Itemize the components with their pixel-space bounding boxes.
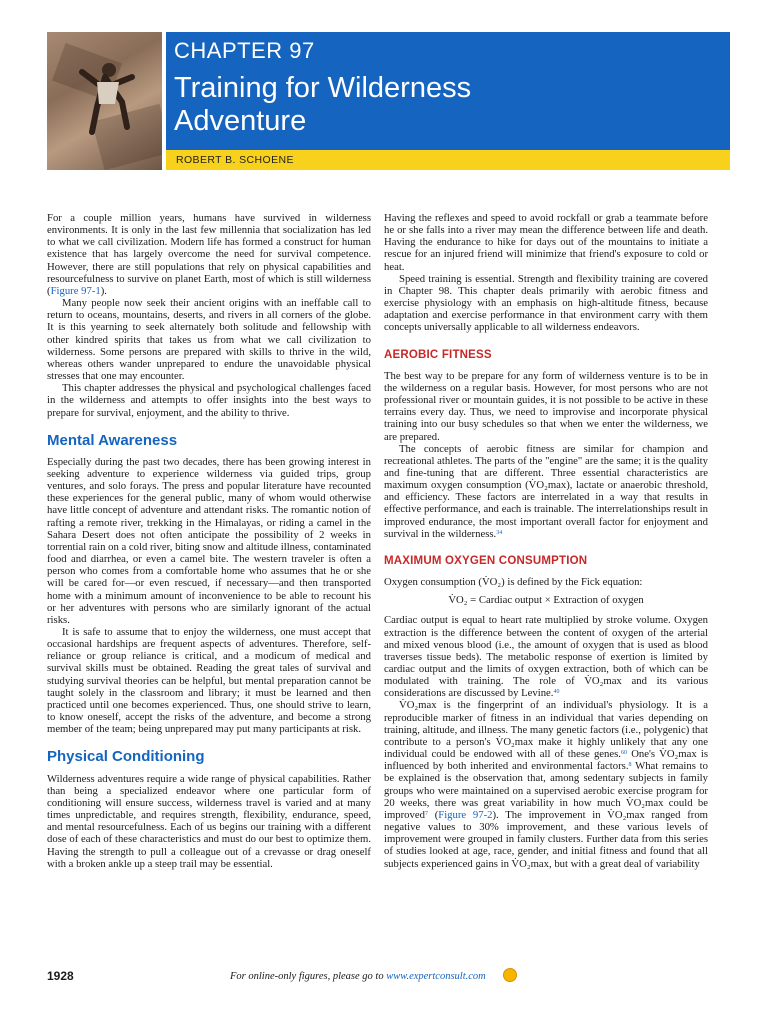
reference-marker[interactable]: 60: [620, 750, 627, 757]
paragraph: Wilderness adventures require a wide range of physical capabilities. Rather than being a specialized endeavor where one particular form of conditioning will ensure success, wilderness travel is varied and at many times unpredictable, and requires strength, flexibility, endurance, speed, and mental resourcefulness. Each of us begins our training with a different dose of each of these characteristics and must do our best to optimize them. Having the strength to pull a colleague out of a crevasse or drag oneself with a broken ankle up a steep trail may be essential.: [47, 772, 371, 870]
paragraph: Speed training is essential. Strength and flexibility training are covered in Chapter 98. This chapter deals primarily with aerobic fitness and exercise physiology with an emphasis on high-altitude fitness, because adaptation and exercise performance in that environment carry with them concepts universally applicable to all wilderness endeavors.: [384, 272, 708, 334]
online-figures-note: For online-only figures, please go to www.expertconsult.com: [230, 971, 486, 982]
chapter-title-line1: Training for Wilderness: [174, 72, 472, 104]
paragraph: Oxygen consumption (V̇O₂) is defined by the Fick equation:: [384, 576, 643, 589]
expert-consult-logo-icon: [503, 968, 517, 982]
chapter-photo-climber: [47, 32, 162, 170]
paragraph: Having the reflexes and speed to avoid rockfall or grab a teammate before he or she falls into a river may mean the difference between life and death. Having the endurance to hike for days out of the mountains to initiate a rescue for an injured friend will minimize that friend's exposure to cold or heat.: [384, 212, 708, 273]
author-name: ROBERT B. SCHOENE: [176, 154, 294, 166]
paragraph: Especially during the past two decades, there has been growing interest in seeking adventure to experience wilderness via guided trips, group ventures, and solo forays. The press and popular literature have recounted these experiences for the general public, many of whom would otherwise have little concept of adventure and attendant risks. The romantic notion of rafting a remote river, trekking in the Himalayas, or riding a camel in the Sahara Desert does not often anticipate the possibility of 2 weeks in torrential rain on a cold river, biting snow and altitude illness, contaminated food and diarrhea, or even a camel bite. The western traveler is often a person who comes from a comfortable home who assumes that he or she will be cared for—or even rescued, if necessary—and then transported home with a minimum amount of inconvenience to be able to recount his or her adventures with persons who are similarly ignorant of the actual risks.: [47, 455, 371, 626]
section-heading-physical-conditioning: Physical Conditioning: [47, 748, 205, 766]
figure-link[interactable]: Figure 97-2: [438, 808, 493, 821]
paragraph: V̇O₂max is the fingerprint of an individual's physiology. It is a reproducible marker of fitness in an individual that varies depending on training, altitude, and illness. The many genetic factors (i.e., polygenic) that contribute to a person's V̇O₂max make it highly unlikely that any one individual could be endowed with all of these genes.$^{60}$ One's V̇O₂max is influenced by both inherited and environmental factors.$^8$ What remains to be explained is the observation that, among sedentary subjects in family groups who were maintained on a supervised aerobic exercise program for 20 weeks, there was great variability in how much V̇O₂max could be improved$^7$ (Figure 97-2). The improvement in V̇O₂max ranged from negative values to 30% improvement, and these various levels of improvement were grouped in family clusters. Further data from this series of studies looked at age, race, gender, and initial fitness and found that all subjects experienced gains in V̇O₂max, but with a great deal of variability: [384, 699, 708, 870]
section-heading-aerobic-fitness: AEROBIC FITNESS: [384, 348, 492, 361]
reference-marker[interactable]: 8: [628, 762, 632, 769]
fick-equation: V̇O₂ = Cardiac output × Extraction of oxygen: [448, 594, 644, 607]
paragraph: Cardiac output is equal to heart rate multiplied by stroke volume. Oxygen extraction is the difference between the content of oxygen of the arterial and mixed venous blood (i.e., the amount of oxygen that is used as blood traverses tissue beds). The metabolic response of exertion is limited by cardiac output and the limits of oxygen extraction, both of which can be modulated with training. The role of V̇O₂max and its various considerations are discussed by Levine.$^{40}$: [384, 614, 708, 700]
paragraph: The best way to be prepare for any form of wilderness venture is to be in the wilderness on a regular basis. However, for most persons who are not professional river or mountain guides, it is not possible to be active in these terrains every day. Thus, we need to improvise and incorporate physical training into our busy schedules so that when we enter the wilderness, we are prepared.: [384, 369, 708, 443]
paragraph: Many people now seek their ancient origins with an ineffable call to return to oceans, mountains, deserts, and rivers in all corners of the globe. It is this yearning to seek alternately both solitude and fellowship with other kindred spirits that takes us from what we call civilization to wilderness. Some persons are prepared with skills to thrive in the wild, whereas others wander unprepared to endure the unavoidable physical stresses that one may encounter.: [47, 297, 371, 383]
right-column: [384, 212, 708, 870]
paragraph: The concepts of aerobic fitness are similar for champion and recreational athletes. The parts of the "engine" are the same; it is the quality and fine-tuning that are different. Three essential characteristics are maximum oxygen consumption (V̇O₂max), lactate or anaerobic threshold, and efficiency. These factors are interrelated in a way that results in effective performance, and each is trainable. The interrelationships result in improved endurance, the most important overall factor for enjoyment and survival in the wilderness.$^{34}$: [384, 442, 708, 540]
expertconsult-link[interactable]: www.expertconsult.com: [386, 971, 486, 982]
figure-link[interactable]: Figure 97-1: [50, 284, 101, 297]
reference-marker[interactable]: 7: [424, 810, 428, 817]
section-heading-maximum-oxygen-consumption: MAXIMUM OXYGEN CONSUMPTION: [384, 554, 588, 567]
reference-marker[interactable]: 34: [496, 529, 503, 536]
climber-figure-icon: [47, 32, 162, 170]
chapter-title-line2: Adventure: [174, 105, 307, 137]
paragraph: This chapter addresses the physical and psychological challenges faced in the wilderness and attempts to offer insights into the best ways to prepare for survival, enjoyment, and the ability to thrive.: [47, 382, 371, 419]
paragraph: For a couple million years, humans have survived in wilderness environments. It is only in the last few millennia that socialization has led to what we call civilization. Modern life has formed a construct for human existence that has largely overcome the need for survival competence. However, there are still populations that rely on physical capabilities and resourcefulness to survive on planet Earth, most of which is still wilderness (Figure 97-1).: [47, 212, 371, 297]
chapter-title: [174, 72, 471, 138]
section-heading-mental-awareness: Mental Awareness: [47, 431, 178, 449]
page-footer: [47, 966, 730, 986]
author-bar: [166, 150, 730, 170]
chapter-number: CHAPTER 97: [174, 38, 315, 63]
left-column: [47, 212, 371, 870]
reference-marker[interactable]: 40: [553, 689, 560, 696]
page-number: 1928: [47, 969, 74, 983]
paragraph: It is safe to assume that to enjoy the wilderness, one must accept that occasional hardships are frequent aspects of adventures. Therefore, self-reliance or group reliance is critical, and a modicum of medical and survival skills must be obtained. Reading the great tales of survival and studying survival theories can be helpful, but mental preparation cannot be taught solely in the classroom and library; it must be learned and then practiced until one becomes experienced. Thus, one should strive to learn, to know oneself, accept the risks of the adventure, and become a strong member of the team; being unprepared may put many participants at risk.: [47, 626, 371, 736]
chapter-header: [166, 32, 730, 150]
